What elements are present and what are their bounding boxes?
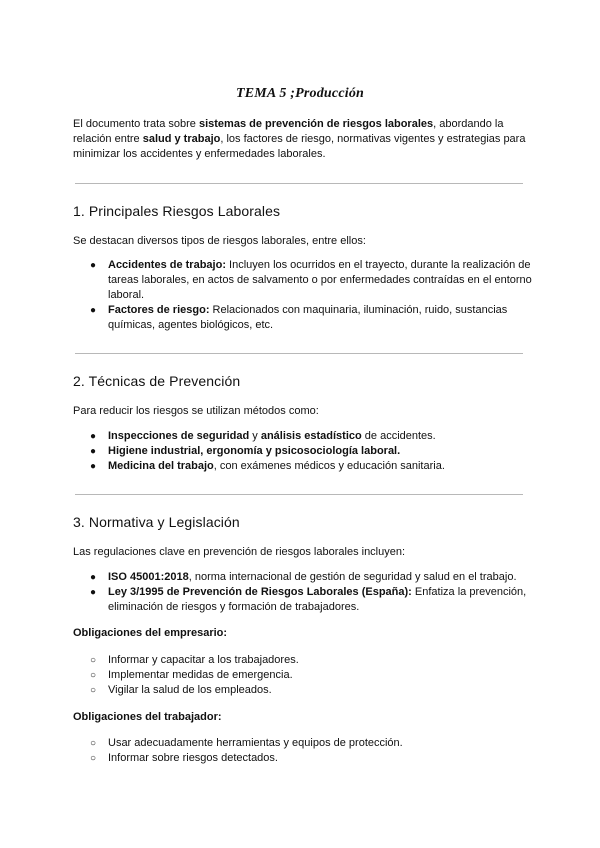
list-item <box>73 459 533 474</box>
item-text: Implementar medidas de emergencia. <box>108 669 293 681</box>
worker-obligations-list <box>73 736 533 766</box>
item-text: Informar y capacitar a los trabajadores. <box>108 654 299 666</box>
bullet-icon: ○ <box>90 738 97 749</box>
list-item <box>73 751 533 766</box>
bullet-icon: ● <box>90 461 97 472</box>
bullet-icon: ● <box>90 587 97 598</box>
bullet-icon: ● <box>90 260 97 271</box>
item-text: , norma internacional de gestión de seguridad y salud en el trabajo. <box>188 571 517 583</box>
item-bold: Factores de riesgo: <box>108 304 210 316</box>
bullet-icon: ● <box>90 431 97 442</box>
employer-obligations-heading: Obligaciones del empresario: <box>73 627 228 639</box>
bullet-icon: ○ <box>90 670 97 681</box>
list-item <box>73 683 533 698</box>
bullet-icon: ● <box>90 305 97 316</box>
bullet-icon: ○ <box>90 655 97 666</box>
section-heading-prevencion: 2. Técnicas de Prevención <box>73 373 241 389</box>
list-item <box>73 429 533 444</box>
item-text: , con exámenes médicos y educación sanitaria. <box>213 460 445 472</box>
item-text: de accidentes. <box>361 430 436 442</box>
intro-bold: sistemas de prevención de riesgos laborales <box>198 118 434 130</box>
intro-bold: salud y trabajo <box>142 133 221 145</box>
item-bold: Inspecciones de seguridad <box>108 430 250 442</box>
list-item <box>73 736 533 751</box>
normativa-list <box>73 570 533 615</box>
document-title: TEMA 5 ;Producción <box>235 86 365 101</box>
bullet-icon: ● <box>90 572 97 583</box>
list-item <box>73 258 533 303</box>
divider <box>75 183 523 184</box>
list-item <box>73 653 533 668</box>
item-bold: Accidentes de trabajo: <box>108 259 226 271</box>
item-bold: ISO 45001:2018 <box>108 571 189 583</box>
bullet-icon: ○ <box>90 753 97 764</box>
section-lead: Las regulaciones clave en prevención de riesgos laborales incluyen: <box>73 546 406 558</box>
item-bold: Higiene industrial, ergonomía y psicosociología laboral. <box>108 445 401 457</box>
item-bold: análisis estadístico <box>260 430 362 442</box>
section-lead: Se destacan diversos tipos de riesgos laborales, entre ellos: <box>73 235 366 247</box>
divider <box>75 353 523 354</box>
list-item <box>73 444 533 459</box>
employer-obligations-list <box>73 653 533 698</box>
intro-text: , abordando la relación entre <box>73 118 504 145</box>
section-heading-normativa: 3. Normativa y Legislación <box>73 514 240 530</box>
bullet-icon: ○ <box>90 685 97 696</box>
intro-text: El documento trata sobre <box>73 118 199 130</box>
item-bold: Medicina del trabajo <box>108 460 214 472</box>
riesgos-list <box>73 258 533 333</box>
list-item <box>73 668 533 683</box>
item-text: y <box>249 430 261 442</box>
worker-obligations-heading: Obligaciones del trabajador: <box>73 711 222 723</box>
section-heading-riesgos: 1. Principales Riesgos Laborales <box>73 203 281 219</box>
intro-text: , los factores de riesgo, normativas vigentes y estrategias para minimizar los accidentes y enfermedades laborales. <box>73 133 526 160</box>
item-text: Vigilar la salud de los empleados. <box>108 684 272 696</box>
item-text: Enfatiza la prevención, eliminación de riesgos y formación de trabajadores. <box>108 586 527 613</box>
prevencion-list <box>73 429 533 474</box>
intro-paragraph <box>73 117 533 162</box>
item-text: Incluyen los ocurridos en el trayecto, durante la realización de tareas laborales, en actos de salvamento o por enfermedades contraídas en el entorno laboral. <box>108 259 532 301</box>
list-item <box>73 303 533 333</box>
item-bold: Ley 3/1995 de Prevención de Riesgos Laborales (España): <box>108 586 412 598</box>
item-text: Relacionados con maquinaria, iluminación, ruido, sustancias químicas, agentes biológicos, etc. <box>108 304 508 331</box>
item-text: Informar sobre riesgos detectados. <box>108 752 278 764</box>
item-text: Usar adecuadamente herramientas y equipos de protección. <box>108 737 403 749</box>
section-lead: Para reducir los riesgos se utilizan métodos como: <box>73 405 319 417</box>
divider <box>75 494 523 495</box>
bullet-icon: ● <box>90 446 97 457</box>
list-item <box>73 570 533 585</box>
list-item <box>73 585 533 615</box>
